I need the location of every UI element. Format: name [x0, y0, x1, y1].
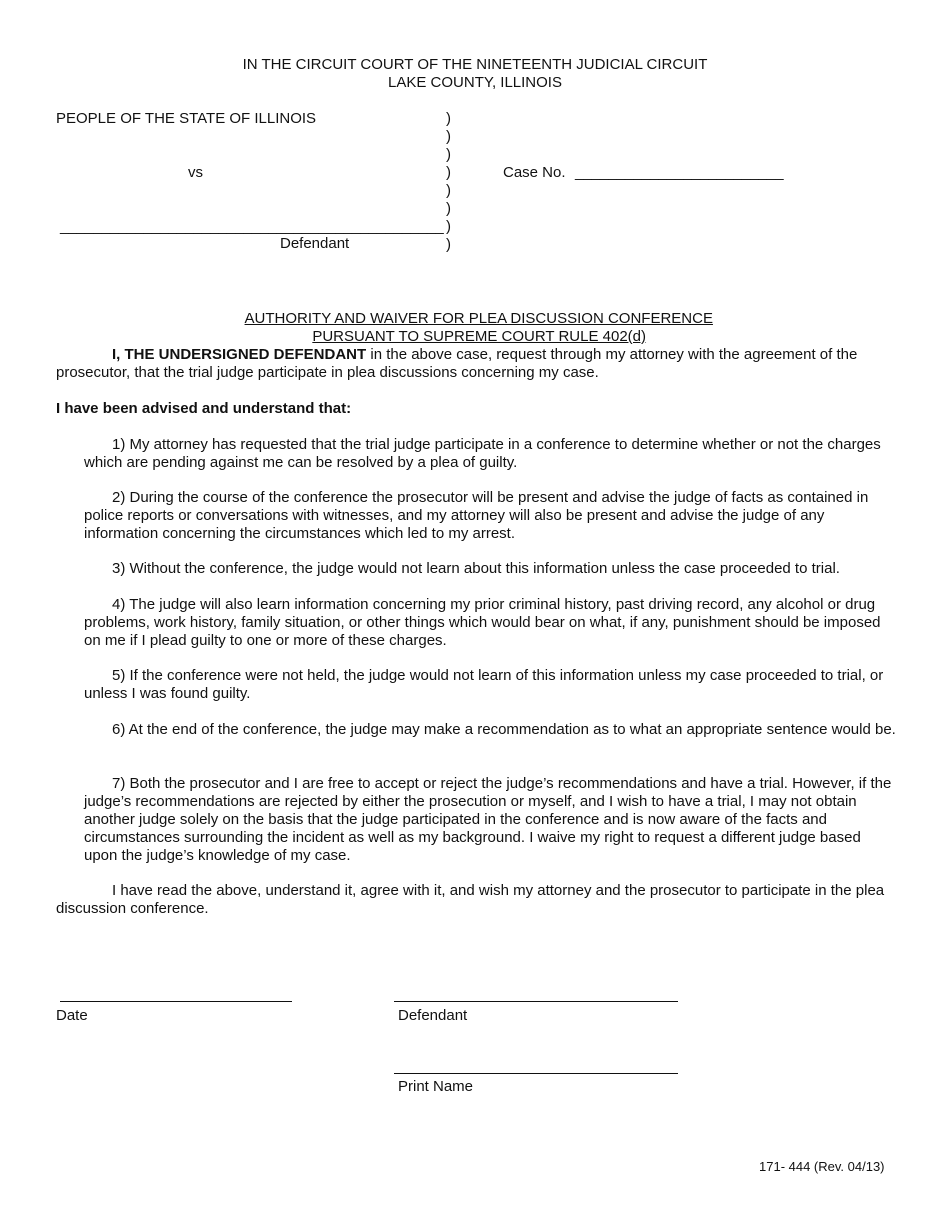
caption-paren: ): [446, 164, 451, 181]
closing-paragraph: I have read the above, understand it, agree with it, and wish my attorney and the prosecutor to participate in the plea discussion conference.: [56, 882, 885, 917]
caption-paren: ): [446, 200, 451, 217]
print-name-label: Print Name: [398, 1078, 474, 1095]
list-item: 4) The judge will also learn information concerning my prior criminal history, past driving record, any alcohol or drug problems, work history, family situation, or other things which would bear on what, if any, punishment should be imposed on me if I plead guilty to one or more of these charges.: [84, 596, 881, 649]
print-name-line[interactable]: [394, 1073, 678, 1074]
list-item: 7) Both the prosecutor and I are free to accept or reject the judge’s recommendations and have a trial. However, if the judge’s recommendations are rejected by either the prosecution or myself, and I wish to have a trial, I may not obtain another judge solely on the basis that the judge participated in the conference and is now aware of the facts and circumstances surrounding the incident as well as my background. I waive my right to request a different judge based upon the judge’s knowledge of my case.: [84, 775, 892, 864]
defendant-name-line: ______________________________________________: [60, 218, 444, 235]
caption-paren: ): [446, 182, 451, 199]
date-label: Date: [56, 1007, 88, 1024]
court-name-line2: LAKE COUNTY, ILLINOIS: [388, 74, 562, 91]
list-item: 2) During the course of the conference the prosecutor will be present and advise the judge of facts as contained in police reports or conversations with witnesses, and my attorney will also be present and advise the judge of any information concerning the circumstances which led to my arrest.: [84, 489, 869, 542]
defendant-signature-label: Defendant: [398, 1007, 468, 1024]
caption-paren: ): [446, 110, 451, 127]
form-number: 171- 444 (Rev. 04/13): [759, 1159, 885, 1174]
defendant-caption-label: Defendant: [280, 235, 350, 252]
case-number-label: Case No.: [503, 164, 566, 181]
intro-text: in the above case, request through my attorney with the agreement of the prosecutor, that the trial judge participate in plea discussions concerning my case.: [56, 346, 858, 381]
list-item: 3) Without the conference, the judge would not learn about this information unless the case proceeded to trial.: [112, 560, 840, 577]
caption-paren: ): [446, 146, 451, 163]
list-item: 1) My attorney has requested that the trial judge participate in a conference to determine whether or not the charges which are pending against me can be resolved by a plea of guilty.: [84, 436, 881, 471]
versus-label: vs: [188, 164, 203, 181]
form-title-line1: AUTHORITY AND WAIVER FOR PLEA DISCUSSION CONFERENCE: [244, 310, 713, 327]
plaintiff-name: PEOPLE OF THE STATE OF ILLINOIS: [56, 110, 317, 127]
court-name-line1: IN THE CIRCUIT COURT OF THE NINETEENTH JUDICIAL CIRCUIT: [242, 56, 708, 73]
case-number-field[interactable]: _________________________: [575, 164, 784, 181]
date-signature-line[interactable]: [60, 1001, 292, 1002]
advised-heading: I have been advised and understand that:: [56, 400, 352, 417]
caption-paren: ): [446, 218, 451, 235]
list-item: 6) At the end of the conference, the judge may make a recommendation as to what an appropriate sentence would be.: [112, 721, 896, 738]
caption-paren: ): [446, 236, 451, 253]
form-title-line2: PURSUANT TO SUPREME COURT RULE 402(d): [312, 328, 647, 345]
defendant-signature-line[interactable]: [394, 1001, 678, 1002]
intro-bold-lead: I, THE UNDERSIGNED DEFENDANT: [112, 346, 367, 363]
list-item: 5) If the conference were not held, the judge would not learn of this information unless my case proceeded to trial, or unless I was found guilty.: [84, 667, 884, 702]
caption-paren: ): [446, 128, 451, 145]
form-subtitle: [0, 310, 950, 346]
intro-paragraph: [56, 346, 896, 382]
